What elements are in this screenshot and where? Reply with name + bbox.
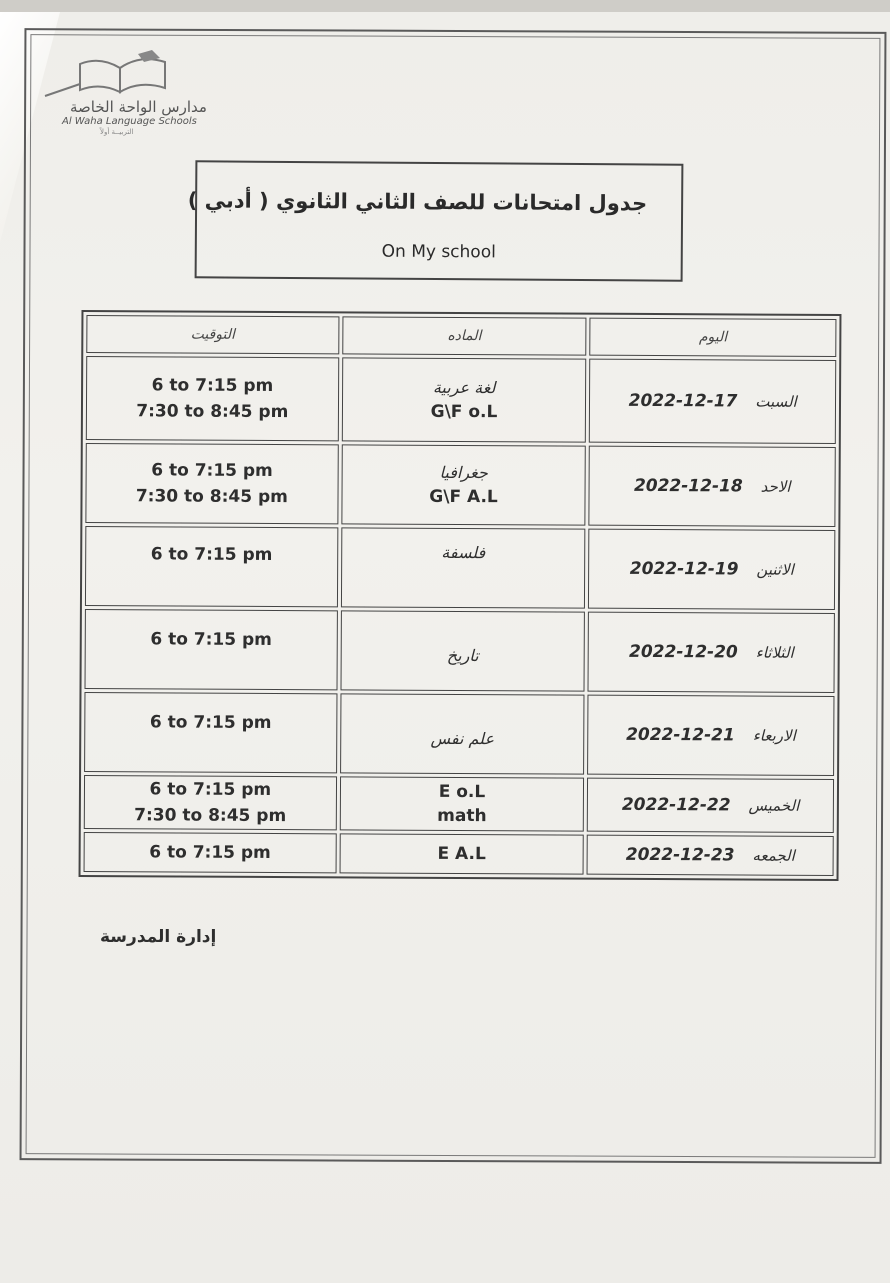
table-row [84, 692, 834, 776]
time-slot: 6 to 7:15 pm [150, 629, 272, 651]
table-row [85, 609, 835, 693]
school-logo [40, 48, 210, 138]
subject-name: E A.L [437, 843, 486, 865]
logo-english-text: Al Waha Language Schools [62, 116, 197, 127]
subject-name: تاريخ [446, 645, 479, 666]
day-name: الثلاثاء [755, 643, 794, 662]
subject-cell [341, 444, 586, 525]
exam-schedule-table [79, 310, 842, 881]
subject-cell [342, 357, 587, 442]
subject-name: math [437, 805, 487, 827]
table-row [86, 356, 836, 444]
header-subject: الماده [342, 316, 587, 355]
day-name: الاثنين [756, 560, 794, 579]
logo-tagline: التربيــة أولاً [100, 128, 134, 136]
day-name: الاحد [760, 477, 791, 496]
day-name: السبت [755, 392, 797, 411]
time-slot: 7:30 to 8:45 pm [136, 401, 289, 423]
time-cell [85, 443, 338, 524]
time-cell [84, 832, 337, 873]
day-cell [588, 529, 835, 610]
day-cell [587, 835, 834, 876]
table-row [85, 443, 835, 527]
exam-date: 2022-12-23 [625, 844, 735, 866]
subject-cell [340, 610, 585, 691]
time-cell [86, 356, 339, 441]
day-name: الخميس [748, 796, 800, 815]
exam-schedule-title: جدول امتحانات للصف الثاني الثانوي ( أدبي ) [187, 188, 648, 216]
exam-date: 2022-12-19 [629, 558, 739, 580]
day-name: الجمعه [752, 846, 795, 865]
time-slot: 7:30 to 8:45 pm [135, 486, 288, 508]
time-cell [84, 775, 337, 830]
time-slot: 6 to 7:15 pm [149, 712, 272, 734]
subject-cell [340, 693, 585, 774]
subject-name: E o.L [438, 781, 486, 803]
exam-date: 2022-12-20 [628, 641, 738, 663]
time-slot: 6 to 7:15 pm [150, 544, 273, 566]
time-slot: 6 to 7:15 pm [149, 842, 271, 864]
table-row [84, 775, 834, 833]
subject-cell [341, 527, 586, 608]
exam-date: 2022-12-22 [621, 794, 731, 816]
time-slot: 6 to 7:15 pm [149, 779, 272, 801]
time-slot: 6 to 7:15 pm [151, 375, 274, 397]
day-cell [587, 695, 834, 776]
school-administration-signature: إدارة المدرسة [100, 927, 217, 947]
header-day: اليوم [590, 318, 837, 357]
subject-cell [339, 833, 584, 874]
paper-sheet [0, 12, 890, 1283]
time-cell [84, 692, 337, 773]
table-row [85, 526, 835, 610]
time-cell [85, 526, 338, 607]
table-header-row [86, 315, 836, 357]
table-row [84, 832, 834, 876]
exam-date: 2022-12-18 [633, 475, 743, 497]
subject-name: علم نفس [430, 728, 495, 749]
day-cell [588, 612, 835, 693]
exam-schedule-subtitle: On My school [381, 241, 496, 263]
logo-arabic-text: مدارس الواحة الخاصة [70, 98, 207, 116]
time-slot: 6 to 7:15 pm [151, 460, 273, 482]
time-slot: 7:30 to 8:45 pm [134, 805, 287, 827]
time-cell [85, 609, 338, 690]
header-time: التوقيت [86, 315, 339, 354]
day-name: الاربعاء [752, 726, 796, 745]
title-box [187, 160, 684, 281]
day-cell [589, 359, 836, 444]
subject-name: G\F o.L [430, 401, 498, 423]
subject-name: جغرافيا [439, 462, 488, 483]
day-cell [587, 778, 834, 833]
exam-date: 2022-12-21 [626, 724, 735, 746]
exam-date: 2022-12-17 [628, 390, 738, 412]
subject-name: G\F A.L [429, 486, 498, 508]
subject-name: فلسفة [441, 542, 486, 563]
day-cell [589, 446, 836, 527]
subject-name: لغة عربية [432, 377, 496, 398]
subject-cell [340, 776, 585, 831]
